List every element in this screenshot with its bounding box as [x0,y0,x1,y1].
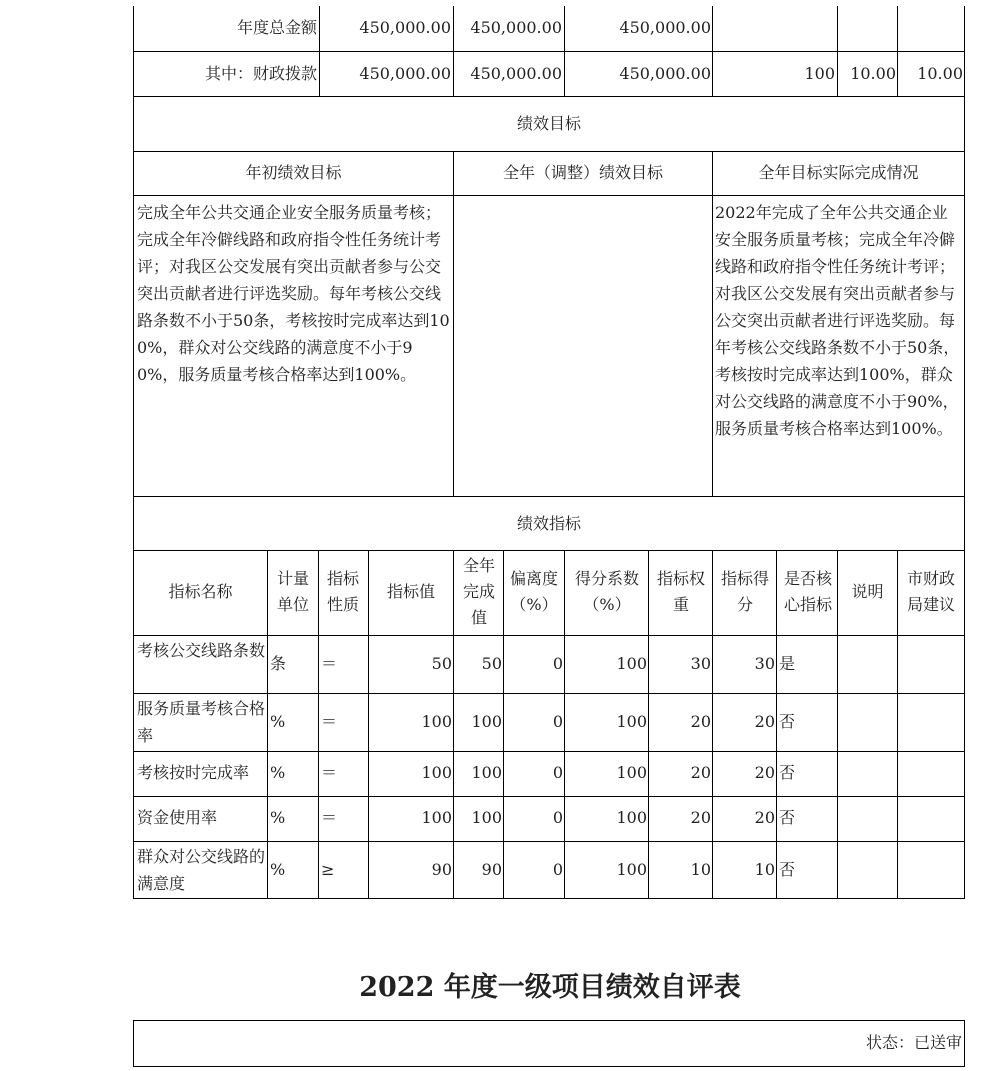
budget-value: 450,000.00 [619,64,711,83]
indicator-actual: 50 [481,654,502,673]
indicator-core: 否 [779,763,796,782]
budget-value: 450,000.00 [470,18,562,37]
indicator-unit: 条 [270,654,287,673]
budget-value: 450,000.00 [470,64,562,83]
col-header: 市财政局建议 [906,569,955,614]
indicator-actual: 100 [471,808,502,827]
indicator-unit: % [270,712,286,731]
indicator-target: 100 [421,808,452,827]
indicator-score: 20 [754,808,775,827]
goals-initial-text: 完成全年公共交通企业安全服务质量考核；完成全年冷僻线路和政府指令性任务统计考评；对我区公交发展有突出贡献者参与公交突出贡献者进行评选奖励。每年考核公交线路条数不小于50条，考核按时完成率达到100%，群众对公交线路的满意度不小于90%，服务质量考核合格率达到100%。 [137,203,450,384]
col-header: 偏离度（%） [509,569,558,614]
indicator-deviation: 0 [552,808,563,827]
status-text: 状态：已送审 [865,1033,962,1052]
indicators-section-title: 绩效指标 [516,514,581,533]
indicator-nature: ＝ [321,654,338,673]
col-header: 说明 [851,582,884,601]
indicator-score: 20 [754,712,775,731]
indicator-unit: % [270,763,286,782]
indicator-name: 群众对公交线路的满意度 [137,847,266,893]
col-header: 指标权重 [656,569,705,614]
indicator-name: 考核公交线路条数 [137,641,266,660]
goals-header-adjusted: 全年（调整）绩效目标 [502,163,663,182]
budget-label: 其中：财政拨款 [204,64,317,83]
indicator-actual: 90 [481,860,502,879]
indicator-coef: 100 [616,763,647,782]
form-title: 2022 年度一级项目绩效自评表 [359,972,741,1003]
col-header: 指标值 [386,582,435,601]
indicator-unit: % [270,860,286,879]
indicator-core: 否 [779,712,796,731]
col-header: 得分系数（%） [574,569,639,614]
col-header: 指标名称 [168,582,233,601]
col-header: 全年完成值 [463,556,496,627]
budget-value: 10.00 [850,64,896,83]
indicator-actual: 100 [471,712,502,731]
indicator-score: 30 [754,654,775,673]
indicator-deviation: 0 [552,860,563,879]
goals-header-actual: 全年目标实际完成情况 [758,163,919,182]
budget-value: 450,000.00 [619,18,711,37]
budget-value: 450,000.00 [359,64,451,83]
budget-value: 450,000.00 [359,18,451,37]
indicator-coef: 100 [616,654,647,673]
indicator-core: 否 [779,860,796,879]
col-header: 计量单位 [276,569,309,614]
indicator-target: 90 [431,860,452,879]
goals-section-title: 绩效目标 [516,114,581,133]
indicator-core: 否 [779,808,796,827]
indicator-weight: 30 [690,654,711,673]
budget-value: 10.00 [917,64,963,83]
col-header: 指标得分 [720,569,769,614]
col-header: 是否核心指标 [783,569,832,614]
indicator-nature: ＝ [321,763,338,782]
indicator-deviation: 0 [552,654,563,673]
indicator-deviation: 0 [552,712,563,731]
indicator-coef: 100 [616,712,647,731]
indicator-score: 10 [754,860,775,879]
indicator-target: 50 [431,654,452,673]
indicator-nature: ＝ [321,808,338,827]
indicator-actual: 100 [471,763,502,782]
indicator-coef: 100 [616,808,647,827]
indicator-unit: % [270,808,286,827]
indicator-weight: 20 [690,763,711,782]
goals-header-initial: 年初绩效目标 [245,163,342,182]
indicator-weight: 10 [690,860,711,879]
indicator-core: 是 [779,654,796,673]
col-header: 指标性质 [326,569,359,614]
indicator-coef: 100 [616,860,647,879]
goals-actual-text: 2022年完成了全年公共交通企业安全服务质量考核；完成全年冷僻线路和政府指令性任务统计考评；对我区公交发展有突出贡献者参与公交突出贡献者进行评选奖励。每年考核公交线路条数不小于50条，考核按时完成率达到100%，群众对公交线路的满意度不小于90%，服务质量考核合格率达到100%。 [715,203,960,438]
budget-value: 100 [804,64,835,83]
indicator-name: 考核按时完成率 [137,763,250,782]
budget-label: 年度总金额 [236,18,317,37]
indicator-target: 100 [421,712,452,731]
indicator-name: 服务质量考核合格率 [137,699,266,745]
indicator-deviation: 0 [552,763,563,782]
indicator-score: 20 [754,763,775,782]
indicator-target: 100 [421,763,452,782]
indicator-weight: 20 [690,712,711,731]
indicator-nature: ≥ [321,860,335,879]
indicator-nature: ＝ [321,712,338,731]
indicator-name: 资金使用率 [137,808,218,827]
indicator-weight: 20 [690,808,711,827]
